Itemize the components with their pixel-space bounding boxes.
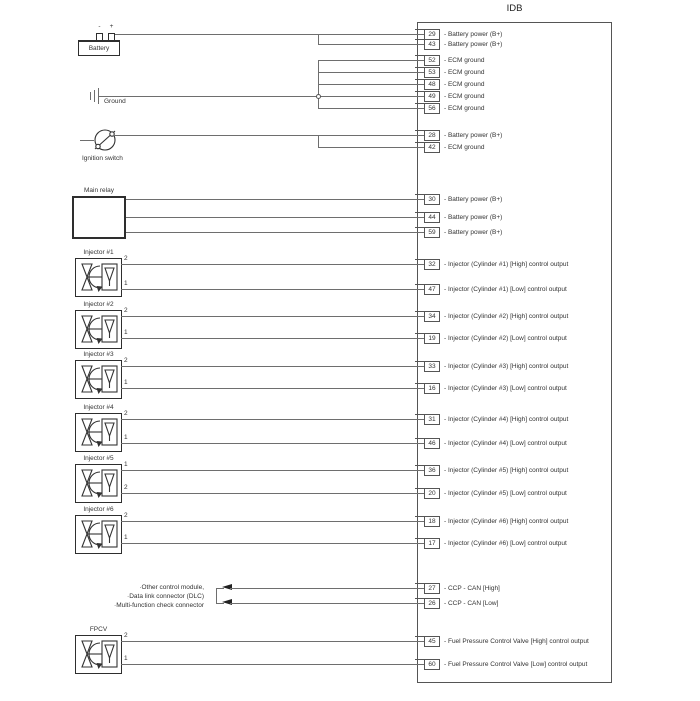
- wire: [121, 470, 424, 471]
- injector-symbol-icon: [76, 361, 120, 397]
- injector-label: Injector #1: [83, 249, 114, 256]
- pin-flag-line: [415, 465, 424, 466]
- ignition-switch-label: Ignition switch: [82, 155, 123, 162]
- pin-flag-line: [415, 516, 424, 517]
- pin-label: - Battery power (B+): [444, 229, 503, 236]
- pin-label: - CCP - CAN [High]: [444, 585, 500, 592]
- can-target-line: ·Other control module,: [139, 584, 204, 591]
- pin-flag-line: [415, 91, 424, 92]
- pin-flag-line: [415, 67, 424, 68]
- pin-flag-line: [415, 130, 424, 131]
- terminal-label: 2: [124, 410, 128, 417]
- wire: [230, 603, 424, 604]
- pin-label: - Injector (Cylinder #1) [Low] control output: [444, 286, 567, 293]
- wire: [121, 264, 424, 265]
- pin-number: 46: [424, 438, 440, 449]
- pin-flag-line: [415, 383, 424, 384]
- pin-label: - Injector (Cylinder #2) [High] control output: [444, 313, 569, 320]
- terminal-label: 2: [124, 484, 128, 491]
- injector-box: [75, 515, 122, 554]
- wire: [80, 140, 94, 141]
- idb-box: [417, 22, 612, 683]
- pin-flag-line: [415, 29, 424, 30]
- pin-flag-line: [415, 284, 424, 285]
- ground-label: Ground: [104, 98, 126, 105]
- terminal-label: 1: [124, 379, 128, 386]
- fpcv-box: [75, 635, 122, 674]
- injector-symbol-icon: [76, 465, 120, 501]
- terminal-label: 2: [124, 632, 128, 639]
- wire: [126, 217, 424, 218]
- junction-node: [316, 94, 321, 99]
- ignition-switch-icon: [93, 128, 119, 154]
- wire: [318, 44, 424, 45]
- pin-number: 19: [424, 333, 440, 344]
- pin-number: 48: [424, 79, 440, 90]
- wire: [121, 419, 424, 420]
- wire: [121, 316, 424, 317]
- pin-number: 42: [424, 142, 440, 153]
- wire: [318, 147, 424, 148]
- pin-number: 29: [424, 29, 440, 40]
- pin-flag-line: [415, 583, 424, 584]
- wire: [126, 199, 424, 200]
- pin-number: 56: [424, 103, 440, 114]
- pin-flag-line: [415, 79, 424, 80]
- pin-flag-line: [415, 333, 424, 334]
- can-target-line: ·Multi-function check connector: [114, 602, 204, 609]
- battery-box: Battery: [78, 40, 120, 56]
- pin-number: 60: [424, 659, 440, 670]
- pin-number: 20: [424, 488, 440, 499]
- pin-label: - Injector (Cylinder #6) [Low] control output: [444, 540, 567, 547]
- wire: [318, 34, 319, 44]
- pin-label: - Battery power (B+): [444, 214, 503, 221]
- wire: [121, 664, 424, 665]
- wire: [121, 366, 424, 367]
- pin-label: - Injector (Cylinder #4) [Low] control output: [444, 440, 567, 447]
- terminal-label: 1: [124, 461, 128, 468]
- pin-label: - Injector (Cylinder #6) [High] control output: [444, 518, 569, 525]
- pin-number: 28: [424, 130, 440, 141]
- injector-label: Injector #6: [83, 506, 114, 513]
- wire: [126, 232, 424, 233]
- pin-number: 44: [424, 212, 440, 223]
- terminal-label: 1: [124, 534, 128, 541]
- wire: [121, 443, 424, 444]
- pin-label: - CCP - CAN [Low]: [444, 600, 499, 607]
- fpcv-symbol-icon: [76, 636, 120, 672]
- pin-number: 43: [424, 39, 440, 50]
- wire: [121, 641, 424, 642]
- pin-number: 52: [424, 55, 440, 66]
- pin-flag-line: [415, 194, 424, 195]
- wire: [318, 84, 424, 85]
- terminal-label: 1: [124, 280, 128, 287]
- pin-label: - ECM ground: [444, 57, 485, 64]
- pin-flag-line: [415, 598, 424, 599]
- pin-number: 30: [424, 194, 440, 205]
- pin-number: 32: [424, 259, 440, 270]
- fpcv-label: FPCV: [89, 626, 108, 633]
- injector-label: Injector #4: [83, 404, 114, 411]
- pin-label: - Injector (Cylinder #2) [Low] control output: [444, 335, 567, 342]
- pin-number: 47: [424, 284, 440, 295]
- terminal-label: 1: [124, 329, 128, 336]
- pin-number: 34: [424, 311, 440, 322]
- injector-symbol-icon: [76, 311, 120, 347]
- pin-label: - ECM ground: [444, 69, 485, 76]
- can-targets-text: [56, 583, 204, 610]
- pin-label: - ECM ground: [444, 105, 485, 112]
- pin-label: - Battery power (B+): [444, 132, 503, 139]
- wire: [318, 60, 424, 61]
- pin-number: 45: [424, 636, 440, 647]
- can-arrow-left-icon: [222, 599, 232, 605]
- pin-flag-line: [415, 103, 424, 104]
- injector-symbol-icon: [76, 516, 120, 552]
- pin-flag-line: [415, 142, 424, 143]
- pin-flag-line: [415, 212, 424, 213]
- pin-number: 16: [424, 383, 440, 394]
- wire: [98, 96, 424, 97]
- pin-number: 53: [424, 67, 440, 78]
- pin-label: - ECM ground: [444, 93, 485, 100]
- pin-label: - Injector (Cylinder #3) [High] control output: [444, 363, 569, 370]
- pin-number: 26: [424, 598, 440, 609]
- pin-label: - Battery power (B+): [444, 196, 503, 203]
- main-relay-label: Main relay: [84, 187, 114, 194]
- terminal-label: 2: [124, 512, 128, 519]
- injector-box: [75, 360, 122, 399]
- pin-flag-line: [415, 39, 424, 40]
- injector-label: Injector #2: [83, 301, 114, 308]
- wire: [121, 289, 424, 290]
- terminal-label: 2: [124, 357, 128, 364]
- pin-flag-line: [415, 488, 424, 489]
- pin-label: - Injector (Cylinder #5) [High] control output: [444, 467, 569, 474]
- pin-label: - ECM ground: [444, 144, 485, 151]
- wire: [216, 588, 217, 604]
- battery-neg-label: -: [98, 23, 101, 30]
- injector-symbol-icon: [76, 414, 120, 450]
- can-arrow-left-icon: [222, 584, 232, 590]
- pin-flag-line: [415, 311, 424, 312]
- pin-number: 18: [424, 516, 440, 527]
- pin-number: 31: [424, 414, 440, 425]
- injector-box: [75, 258, 122, 297]
- terminal-label: 2: [124, 307, 128, 314]
- injector-box: [75, 464, 122, 503]
- terminal-label: 1: [124, 434, 128, 441]
- injector-label: Injector #5: [83, 455, 114, 462]
- pin-flag-line: [415, 55, 424, 56]
- wire: [121, 493, 424, 494]
- pin-label: - Fuel Pressure Control Valve [High] control output: [444, 638, 589, 645]
- pin-number: 36: [424, 465, 440, 476]
- idb-title: IDB: [506, 3, 523, 14]
- terminal-label: 1: [124, 655, 128, 662]
- wire: [115, 34, 424, 35]
- can-target-line: ·Data link connector (DLC): [127, 593, 204, 600]
- pin-number: 33: [424, 361, 440, 372]
- wire: [121, 543, 424, 544]
- wire: [121, 521, 424, 522]
- pin-flag-line: [415, 538, 424, 539]
- injector-box: [75, 310, 122, 349]
- injector-symbol-icon: [76, 259, 120, 295]
- wire: [121, 338, 424, 339]
- ground-symbol: [90, 92, 91, 100]
- terminal-label: 2: [124, 255, 128, 262]
- pin-label: - Injector (Cylinder #3) [Low] control output: [444, 385, 567, 392]
- pin-number: 49: [424, 91, 440, 102]
- wire: [318, 108, 424, 109]
- pin-number: 27: [424, 583, 440, 594]
- pin-label: - Injector (Cylinder #4) [High] control output: [444, 416, 569, 423]
- battery-pos-label: +: [109, 23, 114, 30]
- injector-label: Injector #3: [83, 351, 114, 358]
- pin-label: - Injector (Cylinder #5) [Low] control output: [444, 490, 567, 497]
- pin-flag-line: [415, 636, 424, 637]
- pin-label: - Battery power (B+): [444, 41, 503, 48]
- pin-label: - Battery power (B+): [444, 31, 503, 38]
- pin-label: - Fuel Pressure Control Valve [Low] control output: [444, 661, 588, 668]
- pin-flag-line: [415, 659, 424, 660]
- pin-flag-line: [415, 361, 424, 362]
- pin-label: - ECM ground: [444, 81, 485, 88]
- ground-symbol: [94, 90, 95, 102]
- wire: [121, 388, 424, 389]
- pin-number: 17: [424, 538, 440, 549]
- wire: [318, 72, 424, 73]
- injector-box: [75, 413, 122, 452]
- main-relay-box: [72, 196, 126, 239]
- pin-flag-line: [415, 259, 424, 260]
- pin-flag-line: [415, 438, 424, 439]
- wire: [113, 135, 424, 136]
- pin-flag-line: [415, 227, 424, 228]
- wire: [318, 135, 319, 147]
- pin-number: 59: [424, 227, 440, 238]
- pin-flag-line: [415, 414, 424, 415]
- pin-label: - Injector (Cylinder #1) [High] control output: [444, 261, 569, 268]
- wire: [230, 588, 424, 589]
